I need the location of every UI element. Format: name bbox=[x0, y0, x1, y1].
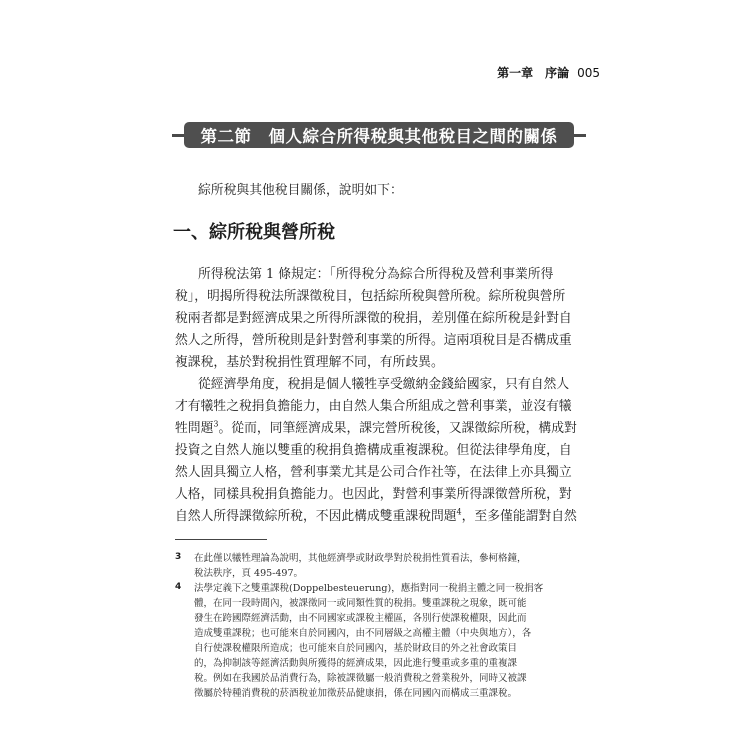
footnote-line: 自行使課稅權限所造成；也可能來自於同國內，基於財政目的外之社會政策目 bbox=[194, 643, 518, 654]
footnote-line: 的，為抑制該等經濟活動與所獲得的經濟成果，因此進行雙重或多重的重複課 bbox=[194, 658, 518, 669]
footnote-line: 徵屬於特種消費稅的菸酒稅並加徵菸品健康捐，係在同國內而構成三重課稅。 bbox=[194, 688, 518, 699]
intro-text: 綜所稅與其他稅目關係，說明如下： bbox=[198, 183, 403, 198]
body-line: 稅兩者都是對經濟成果之所得所課徵的稅捐，差別僅在綜所稅是針對自 bbox=[175, 311, 572, 326]
subsection-heading: 一、綜所稅與營所稅 bbox=[173, 222, 335, 243]
footnote-line: 造成雙重課稅；也可能來自於同國內，由不同層級之高權主體（中央與地方），各 bbox=[194, 628, 532, 639]
chapter-title: 第一章 序論 bbox=[497, 66, 570, 80]
footnote-number: 4 bbox=[175, 582, 182, 592]
section-banner bbox=[172, 122, 586, 148]
footnote-ref-4[interactable]: 4 bbox=[456, 507, 462, 517]
footnote-line: 稅。例如在我國於品消費行為，除被課徵屬一般消費稅之營業稅外，同時又被課 bbox=[194, 673, 527, 684]
body-line-part: 。從而，同筆經濟成果，課完營所稅後，又課徵綜所稅，構成對 bbox=[218, 421, 577, 436]
body-line-part: ，至多僅能謂對自然 bbox=[461, 509, 577, 524]
section-title-box bbox=[184, 122, 574, 148]
body-line: 才有犧牲之稅捐負擔能力，由自然人集合所組成之營利事業，並沒有犧 bbox=[175, 399, 572, 414]
footnote-line: 體，在同一段時間內，被課徵同一或同類性質的稅捐。雙重課稅之現象，既可能 bbox=[194, 598, 527, 609]
body-line: 從經濟學角度，稅捐是個人犧牲享受繳納金錢給國家，只有自然人 bbox=[198, 377, 570, 392]
footnote-ref-3[interactable]: 3 bbox=[213, 419, 219, 429]
running-header bbox=[497, 64, 600, 81]
body-line bbox=[175, 419, 587, 436]
body-line: 然人固具獨立人格，營利事業尤其是公司合作社等，在法律上亦具獨立 bbox=[175, 465, 572, 480]
banner-right-rule bbox=[574, 134, 586, 137]
body-line: 然人之所得，營所稅則是針對營利事業的所得。這兩項稅目是否構成重 bbox=[175, 333, 572, 348]
body-line bbox=[175, 507, 587, 524]
body-line-part: 自然人所得課徵綜所稅，不因此構成雙重課稅問題 bbox=[175, 509, 457, 524]
footnote-line: 稅法秩序，頁 495-497。 bbox=[194, 568, 303, 579]
page-number: 005 bbox=[577, 66, 600, 80]
body-line: 人格，同樣具稅捐負擔能力。也因此，對營利事業所得課徵營所稅，對 bbox=[175, 487, 572, 502]
section-title: 第二節 個人綜合所得稅與其他稅目之間的關係 bbox=[200, 127, 558, 146]
banner-left-rule bbox=[172, 134, 184, 137]
footnote-line: 發生在跨國際經濟活動，由不同國家或課稅主權區，各別行使課稅權限，因此而 bbox=[194, 613, 527, 624]
body-line: 投資之自然人施以雙重的稅捐負擔構成重複課稅。但從法律學角度，自 bbox=[175, 443, 572, 458]
body-line-part: 牲問題 bbox=[175, 421, 214, 436]
body-line: 複課稅，基於對稅捐性質理解不同，有所歧異。 bbox=[175, 355, 444, 370]
footnote-number: 3 bbox=[175, 552, 182, 562]
footnote-line: 法學定義下之雙重課稅(Doppelbesteuerung)，應指對同一稅捐主體之同一稅捐客 bbox=[194, 583, 544, 594]
body-line: 稅」，明揭所得稅法所課徵稅目，包括綜所稅與營所稅。綜所稅與營所 bbox=[175, 289, 566, 304]
footnote-line: 在此僅以犧牲理論為說明，其他經濟學或財政學對於稅捐性質看法，參柯格鐘， bbox=[194, 553, 527, 564]
body-line: 所得稅法第 1 條規定：「所得稅分為綜合所得稅及營利事業所得 bbox=[198, 267, 554, 282]
footnote-separator bbox=[175, 539, 267, 540]
